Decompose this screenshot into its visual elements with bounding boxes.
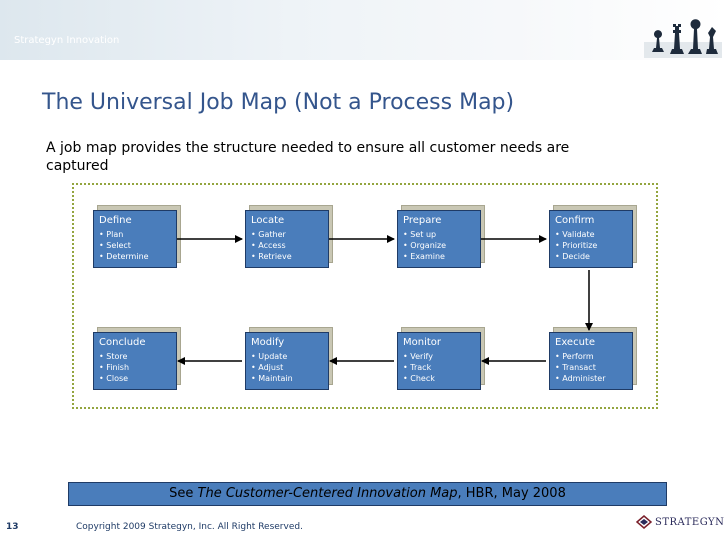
step-modify (245, 332, 329, 390)
step-item: • Access (251, 240, 323, 251)
step-conclude (93, 332, 177, 390)
step-define (93, 210, 177, 268)
step-item: • Check (403, 373, 475, 384)
step-item: • Transact (555, 362, 627, 373)
reference-banner (68, 482, 667, 506)
step-title: Prepare (403, 215, 442, 226)
step-item: • Verify (403, 351, 475, 362)
step-title: Conclude (99, 337, 146, 348)
step-title: Modify (251, 337, 285, 348)
step-item: • Set up (403, 229, 475, 240)
step-item: • Retrieve (251, 251, 323, 262)
step-item: • Finish (99, 362, 171, 373)
step-item: • Prioritize (555, 240, 627, 251)
step-title: Monitor (403, 337, 442, 348)
step-item: • Administer (555, 373, 627, 384)
step-item: • Organize (403, 240, 475, 251)
step-item: • Examine (403, 251, 475, 262)
step-item: • Determine (99, 251, 171, 262)
strategyn-logo (636, 514, 724, 530)
step-monitor (397, 332, 481, 390)
step-item: • Perform (555, 351, 627, 362)
logo-mark-icon (636, 515, 652, 529)
step-item: • Track (403, 362, 475, 373)
step-title: Execute (555, 337, 595, 348)
slide-subtitle: A job map provides the structure needed to ensure all customer needs are captured (46, 140, 570, 174)
step-item: • Select (99, 240, 171, 251)
step-prepare (397, 210, 481, 268)
slide-title: The Universal Job Map (Not a Process Map) (42, 90, 515, 115)
step-item: • Decide (555, 251, 627, 262)
step-item: • Plan (99, 229, 171, 240)
step-confirm (549, 210, 633, 268)
reference-title: The Customer-Centered Innovation Map (197, 486, 458, 501)
step-item: • Update (251, 351, 323, 362)
step-title: Define (99, 215, 132, 226)
step-item: • Maintain (251, 373, 323, 384)
step-locate (245, 210, 329, 268)
step-item: • Adjust (251, 362, 323, 373)
step-execute (549, 332, 633, 390)
step-item: • Validate (555, 229, 627, 240)
reference-prefix: See (169, 486, 198, 501)
step-item: • Store (99, 351, 171, 362)
copyright-text: Copyright 2009 Strategyn, Inc. All Right Reserved. (76, 522, 303, 532)
logo-text: STRATEGYN (655, 516, 725, 528)
step-title: Confirm (555, 215, 595, 226)
header-tagline: Strategyn Innovation (14, 35, 120, 46)
step-item: • Close (99, 373, 171, 384)
reference-suffix: , HBR, May 2008 (457, 486, 566, 501)
step-item: • Gather (251, 229, 323, 240)
page-number: 13 (6, 522, 19, 532)
step-title: Locate (251, 215, 285, 226)
